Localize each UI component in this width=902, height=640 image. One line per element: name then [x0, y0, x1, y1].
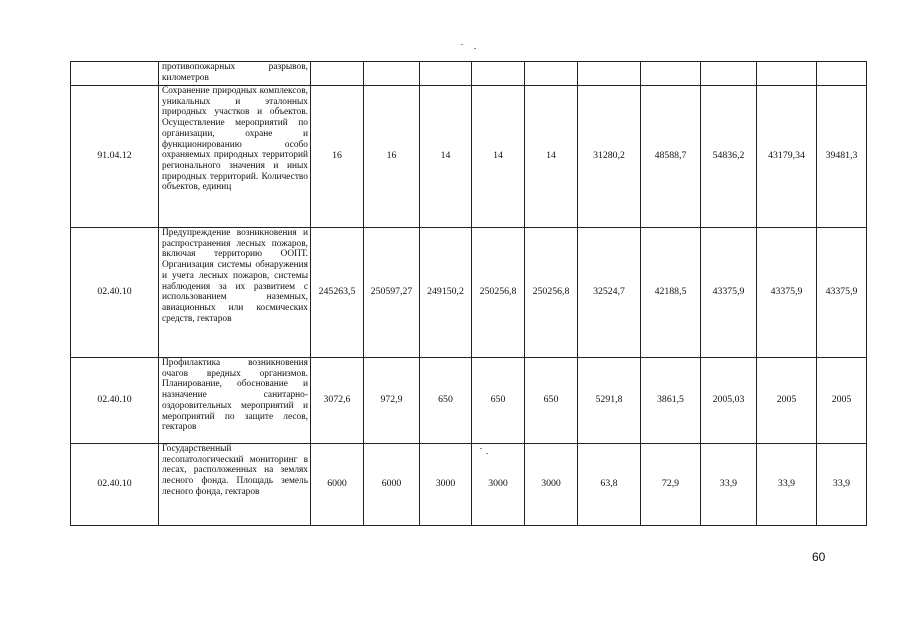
value-cell: 43179,34 — [757, 86, 817, 228]
table-row — [71, 62, 867, 86]
row-code: 91.04.12 — [71, 86, 159, 228]
value-cell: 48588,7 — [641, 86, 701, 228]
value-cell: 32524,7 — [578, 228, 641, 358]
value-cell — [817, 62, 867, 86]
scan-speck — [474, 48, 476, 49]
row-code: 02.40.10 — [71, 444, 159, 526]
value-cell: 2005,03 — [701, 358, 757, 444]
value-cell — [578, 62, 641, 86]
value-cell: 43375,9 — [757, 228, 817, 358]
value-cell: 2005 — [817, 358, 867, 444]
value-cell: 6000 — [311, 444, 364, 526]
row-description: Предупреждение возникновения и распространения лесных пожаров, включая территорию ООПТ. Организация системы обнаружения и учета лесных пожаров, системы наблюдения за их развитием с использованием наземных, авиационных или космических средств, гектаров — [159, 228, 311, 358]
value-cell — [701, 62, 757, 86]
value-cell: 250597,27 — [364, 228, 420, 358]
value-cell: 33,9 — [817, 444, 867, 526]
value-cell: 3072,6 — [311, 358, 364, 444]
row-description: противопожарных разрывов, километров — [159, 62, 311, 86]
value-cell: 33,9 — [757, 444, 817, 526]
value-cell: 72,9 — [641, 444, 701, 526]
value-cell: 33,9 — [701, 444, 757, 526]
scan-speck — [480, 448, 482, 449]
scan-speck — [486, 453, 488, 454]
value-cell: 250256,8 — [525, 228, 578, 358]
value-cell: 650 — [472, 358, 525, 444]
value-cell: 3000 — [472, 444, 525, 526]
table-row — [71, 358, 867, 444]
value-cell: 14 — [525, 86, 578, 228]
value-cell: 16 — [311, 86, 364, 228]
value-cell: 2005 — [757, 358, 817, 444]
value-cell: 3861,5 — [641, 358, 701, 444]
value-cell: 650 — [525, 358, 578, 444]
table-row — [71, 228, 867, 358]
row-code: 02.40.10 — [71, 358, 159, 444]
value-cell — [757, 62, 817, 86]
value-cell: 5291,8 — [578, 358, 641, 444]
table-row — [71, 444, 867, 526]
value-cell: 250256,8 — [472, 228, 525, 358]
value-cell — [525, 62, 578, 86]
value-cell: 31280,2 — [578, 86, 641, 228]
value-cell: 245263,5 — [311, 228, 364, 358]
value-cell: 650 — [420, 358, 472, 444]
value-cell — [420, 62, 472, 86]
value-cell: 39481,3 — [817, 86, 867, 228]
row-code: 02.40.10 — [71, 228, 159, 358]
table-row — [71, 86, 867, 228]
value-cell: 43375,9 — [701, 228, 757, 358]
value-cell: 54836,2 — [701, 86, 757, 228]
value-cell: 16 — [364, 86, 420, 228]
budget-table — [70, 61, 867, 526]
value-cell: 14 — [472, 86, 525, 228]
value-cell — [364, 62, 420, 86]
value-cell: 63,8 — [578, 444, 641, 526]
value-cell: 43375,9 — [817, 228, 867, 358]
value-cell: 972,9 — [364, 358, 420, 444]
row-code — [71, 62, 159, 86]
value-cell: 3000 — [525, 444, 578, 526]
value-cell: 6000 — [364, 444, 420, 526]
row-description: Государственный лесопатологический мониторинг в лесах, расположенных на землях лесного фонда. Площадь земель лесного фонда, гектаров — [159, 444, 311, 526]
value-cell — [472, 62, 525, 86]
value-cell: 249150,2 — [420, 228, 472, 358]
value-cell — [311, 62, 364, 86]
value-cell: 3000 — [420, 444, 472, 526]
page-number: 60 — [812, 550, 826, 564]
row-description: Профилактика возникновения очагов вредных организмов. Планирование, обоснование и назначение санитарно-оздоровительных мероприятий и мероприятий по защите лесов, гектаров — [159, 358, 311, 444]
row-description: Сохранение природных комплексов, уникальных и эталонных природных участков и объектов. Осуществление мероприятий по организации, охране и функционированию особо охраняемых природных территорий регионального значения и иных природных территорий. Количество объектов, единиц — [159, 86, 311, 228]
value-cell — [641, 62, 701, 86]
scan-speck — [461, 44, 463, 45]
value-cell: 42188,5 — [641, 228, 701, 358]
value-cell: 14 — [420, 86, 472, 228]
